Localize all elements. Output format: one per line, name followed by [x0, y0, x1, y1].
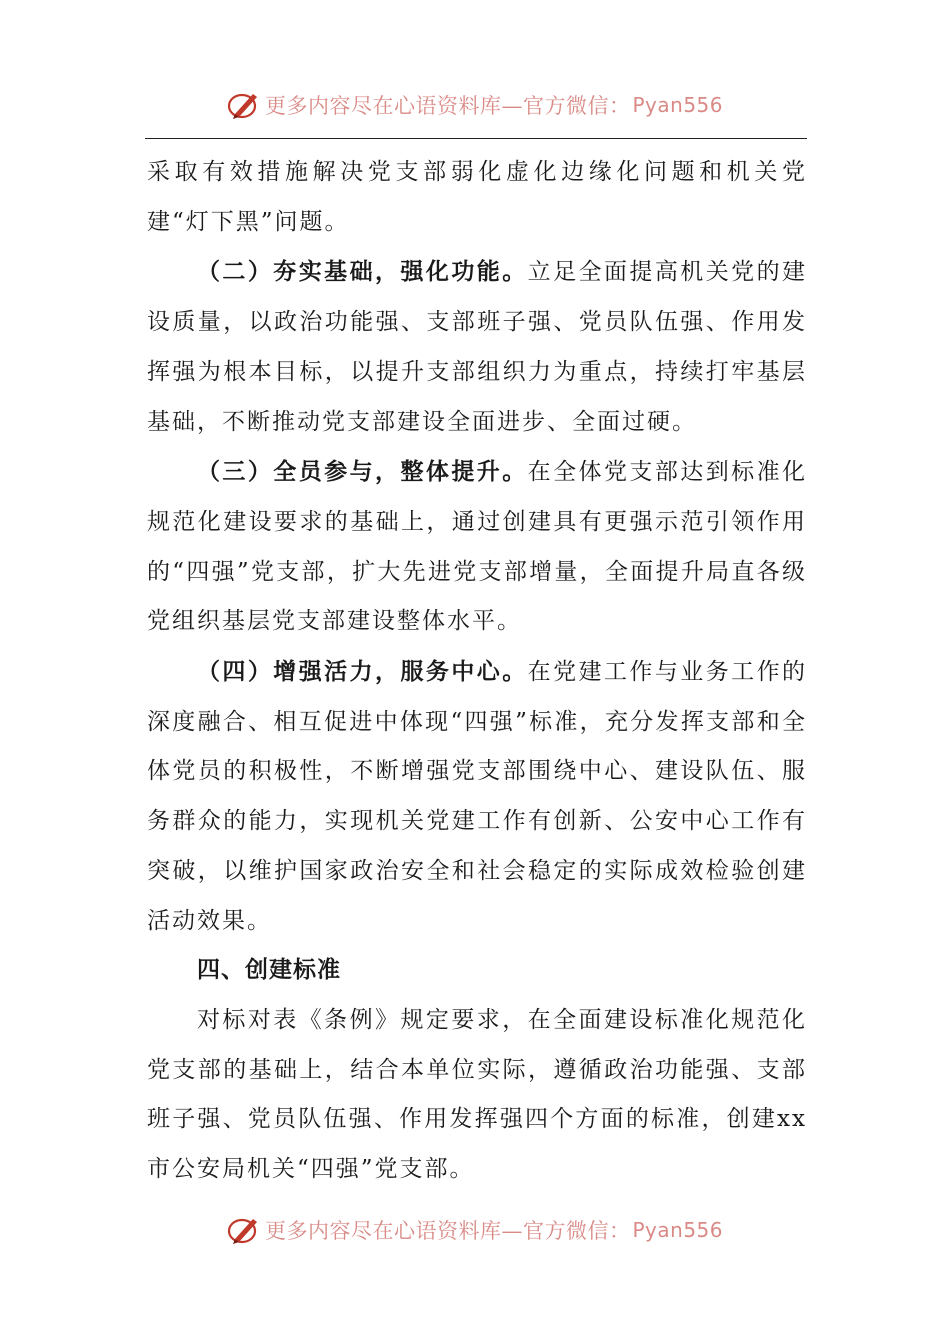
pen-logo-icon	[227, 88, 261, 122]
section-heading: 四、创建标准	[197, 957, 341, 984]
watermark-wechat-id: Pyan556	[632, 93, 723, 117]
closing-paragraph: 对标对表《条例》规定要求，在全面建设标准化规范化党支部的基础上，结合本单位实际，遵循政治功能强、支部班子强、党员队伍强、作用发挥强四个方面的标准，创建xx市公安局机关“四强”党支部。	[147, 1006, 807, 1183]
paragraph-3	[147, 447, 807, 647]
header-watermark	[0, 85, 950, 125]
watermark-text: 更多内容尽在心语资料库—官方微信：	[264, 94, 631, 118]
paragraph-3-text: 在全体党支部达到标准化规范化建设要求的基础上，通过创建具有更强示范引领作用的“四强”党支部，扩大先进党支部增量，全面提升局直各级党组织基层党支部建设整体水平。	[147, 459, 808, 635]
paragraph-4-text: 在党建工作与业务工作的深度融合、相互促进中体现“四强”标准，充分发挥支部和全体党员的积极性，不断增强党支部围绕中心、建设队伍、服务群众的能力，实现机关党建工作有创新、公安中心工作有突破，以维护国家政治安全和社会稳定的实际成效检验创建活动效果。	[147, 659, 808, 934]
document-body	[147, 148, 807, 1195]
paragraph-1-text: 采取有效措施解决党支部弱化虚化边缘化问题和机关党建“灯下黑”问题。	[147, 159, 807, 235]
paragraph-2	[147, 247, 807, 447]
footer-watermark	[0, 1210, 950, 1250]
paragraph-1	[147, 148, 807, 247]
watermark-wechat-id: Pyan556	[632, 1218, 723, 1242]
paragraph-2-lead: （二）夯实基础，强化功能。	[197, 258, 528, 286]
paragraph-2-text: 立足全面提高机关党的建设质量，以政治功能强、支部班子强、党员队伍强、作用发挥强为根本目标，以提升支部组织力为重点，持续打牢基层基础，不断推动党支部建设全面进步、全面过硬。	[147, 259, 808, 435]
header-rule	[145, 138, 807, 139]
paragraph-4	[147, 647, 807, 946]
paragraph-3-lead: （三）全员参与，整体提升。	[197, 458, 528, 486]
watermark-text: 更多内容尽在心语资料库—官方微信：	[264, 1219, 631, 1243]
pen-logo-icon	[227, 1213, 261, 1247]
paragraph-4-lead: （四）增强活力，服务中心。	[197, 658, 528, 686]
